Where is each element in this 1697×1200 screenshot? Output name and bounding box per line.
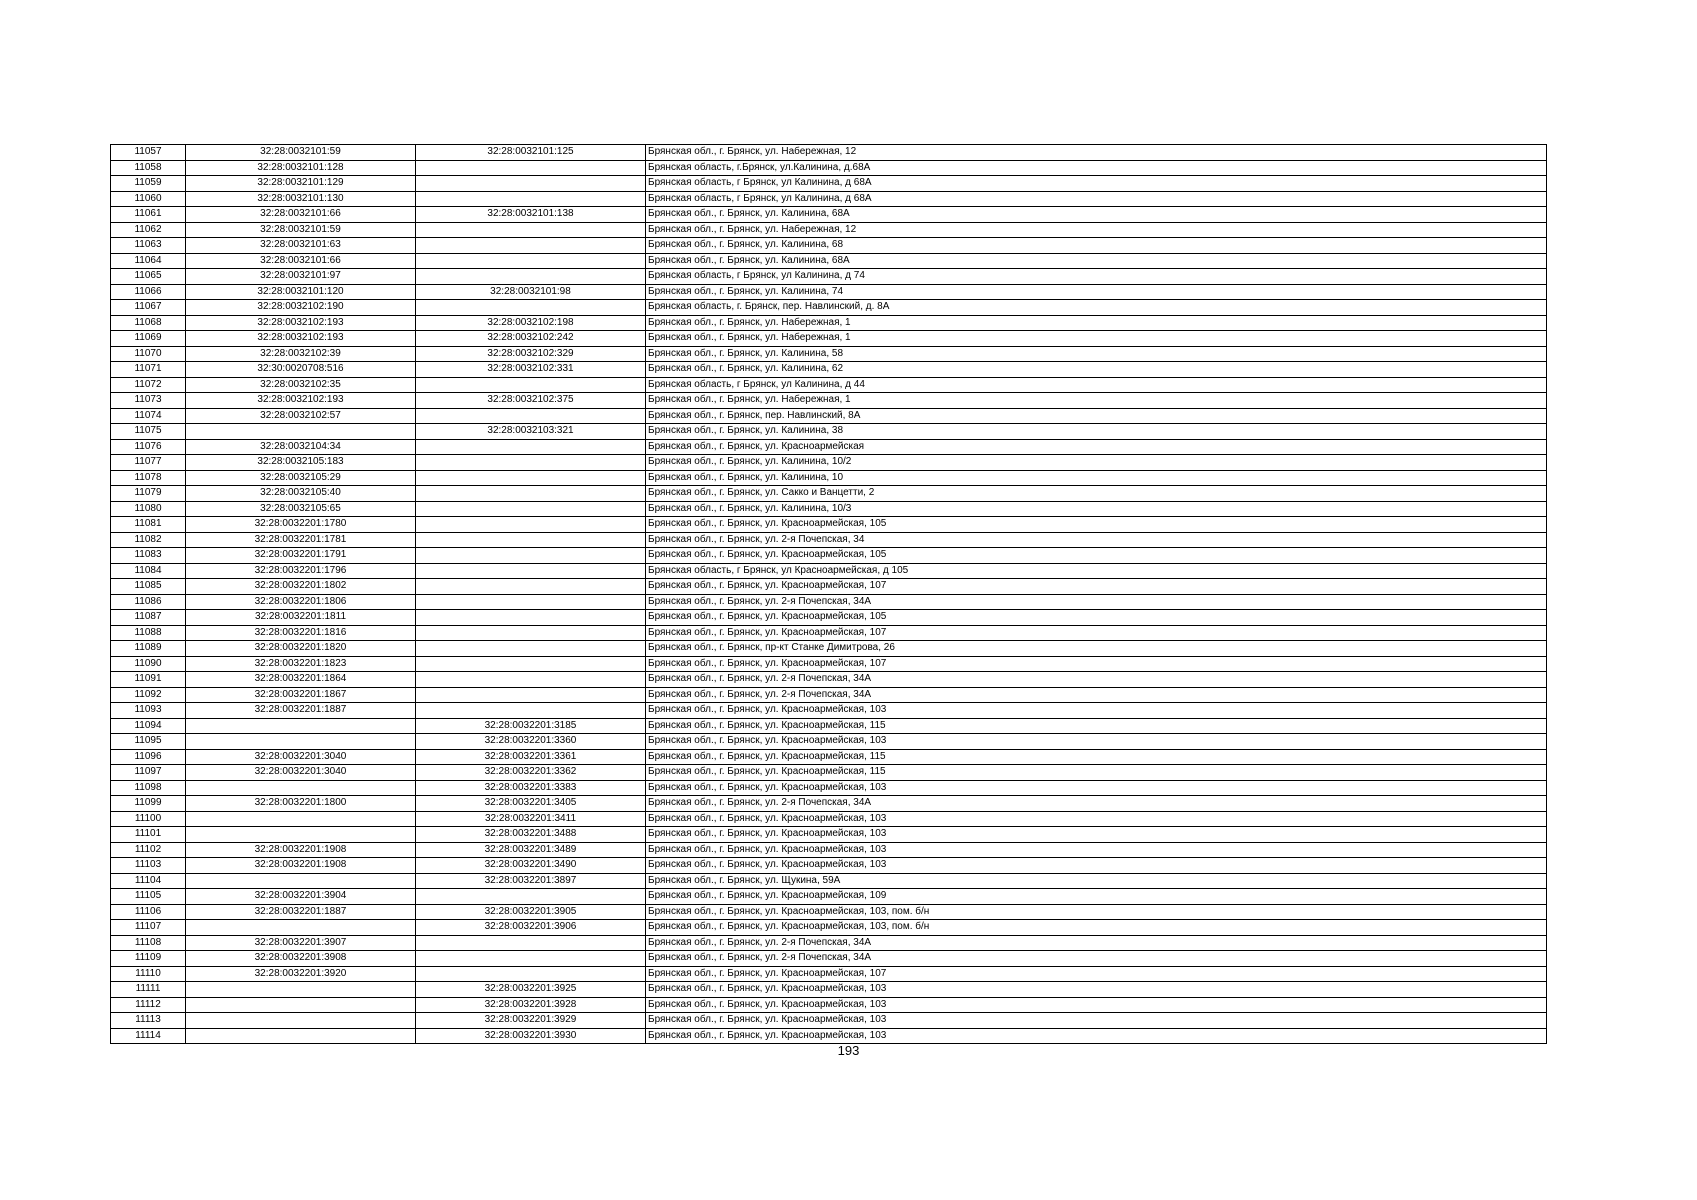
table-row — [111, 300, 1547, 316]
address-cell: Брянская обл., г. Брянск, ул. Набережная, 12 — [646, 145, 1547, 161]
object-number-cell: 32:28:0032102:198 — [416, 315, 646, 331]
object-number-cell — [416, 222, 646, 238]
cadastral-number-cell: 32:28:0032101:128 — [186, 160, 416, 176]
cadastral-number-cell: 32:28:0032101:130 — [186, 191, 416, 207]
table-row — [111, 625, 1547, 641]
cadastral-number-cell: 32:28:0032201:3920 — [186, 966, 416, 982]
address-cell: Брянская обл., г. Брянск, ул. 2-я Почепская, 34А — [646, 687, 1547, 703]
cadastral-number-cell: 32:28:0032201:1816 — [186, 625, 416, 641]
address-cell: Брянская обл., г. Брянск, ул. 2-я Почепская, 34А — [646, 935, 1547, 951]
address-cell: Брянская обл., г. Брянск, ул. Калинина, 68А — [646, 253, 1547, 269]
table-row — [111, 160, 1547, 176]
row-number-cell: 11113 — [111, 1013, 186, 1029]
cadastral-number-cell: 32:28:0032201:1806 — [186, 594, 416, 610]
row-number-cell: 11099 — [111, 796, 186, 812]
table-row — [111, 749, 1547, 765]
object-number-cell — [416, 656, 646, 672]
address-cell: Брянская область, г Брянск, ул Калинина, д 68А — [646, 176, 1547, 192]
object-number-cell — [416, 703, 646, 719]
table-row — [111, 687, 1547, 703]
row-number-cell: 11084 — [111, 563, 186, 579]
address-cell: Брянская обл., г. Брянск, ул. Набережная, 12 — [646, 222, 1547, 238]
address-cell: Брянская обл., г. Брянск, ул. Красноармейская, 103 — [646, 734, 1547, 750]
address-cell: Брянская обл., г. Брянск, ул. Красноармейская — [646, 439, 1547, 455]
object-number-cell — [416, 470, 646, 486]
cadastral-number-cell — [186, 827, 416, 843]
address-cell: Брянская обл., г. Брянск, ул. Калинина, 58 — [646, 346, 1547, 362]
cadastral-number-cell: 32:28:0032201:1780 — [186, 517, 416, 533]
row-number-cell: 11077 — [111, 455, 186, 471]
table-row — [111, 796, 1547, 812]
object-number-cell: 32:28:0032201:3405 — [416, 796, 646, 812]
address-cell: Брянская обл., г. Брянск, ул. Красноармейская, 103 — [646, 703, 1547, 719]
cadastral-number-cell — [186, 997, 416, 1013]
cadastral-number-cell — [186, 982, 416, 998]
address-cell: Брянская обл., г. Брянск, ул. Набережная, 1 — [646, 315, 1547, 331]
row-number-cell: 11090 — [111, 656, 186, 672]
table-row — [111, 284, 1547, 300]
cadastral-number-cell: 32:30:0020708:516 — [186, 362, 416, 378]
object-number-cell — [416, 377, 646, 393]
object-number-cell — [416, 486, 646, 502]
address-cell: Брянская обл., г. Брянск, ул. Набережная, 1 — [646, 393, 1547, 409]
cadastral-number-cell: 32:28:0032201:3040 — [186, 749, 416, 765]
object-number-cell — [416, 253, 646, 269]
address-cell: Брянская область, г.Брянск, ул.Калинина, д.68А — [646, 160, 1547, 176]
address-cell: Брянская обл., г. Брянск, пр-кт Станке Димитрова, 26 — [646, 641, 1547, 657]
table-row — [111, 532, 1547, 548]
table-row — [111, 253, 1547, 269]
address-cell: Брянская обл., г. Брянск, ул. Красноармейская, 115 — [646, 749, 1547, 765]
object-number-cell: 32:28:0032201:3897 — [416, 873, 646, 889]
object-number-cell — [416, 176, 646, 192]
table-row — [111, 486, 1547, 502]
object-number-cell — [416, 160, 646, 176]
address-cell: Брянская обл., г. Брянск, ул. Красноармейская, 103 — [646, 780, 1547, 796]
table-row — [111, 377, 1547, 393]
object-number-cell — [416, 579, 646, 595]
object-number-cell: 32:28:0032102:242 — [416, 331, 646, 347]
row-number-cell: 11082 — [111, 532, 186, 548]
address-cell: Брянская обл., г. Брянск, ул. Калинина, 74 — [646, 284, 1547, 300]
address-cell: Брянская обл., г. Брянск, ул. Красноармейская, 105 — [646, 610, 1547, 626]
row-number-cell: 11075 — [111, 424, 186, 440]
table-row — [111, 920, 1547, 936]
cadastral-number-cell: 32:28:0032201:1800 — [186, 796, 416, 812]
address-cell: Брянская обл., г. Брянск, ул. Красноармейская, 105 — [646, 517, 1547, 533]
cadastral-number-cell: 32:28:0032201:1823 — [186, 656, 416, 672]
object-number-cell: 32:28:0032201:3488 — [416, 827, 646, 843]
table-row — [111, 408, 1547, 424]
row-number-cell: 11087 — [111, 610, 186, 626]
cadastral-number-cell: 32:28:0032102:35 — [186, 377, 416, 393]
row-number-cell: 11070 — [111, 346, 186, 362]
row-number-cell: 11111 — [111, 982, 186, 998]
row-number-cell: 11098 — [111, 780, 186, 796]
row-number-cell: 11072 — [111, 377, 186, 393]
cadastral-number-cell: 32:28:0032104:34 — [186, 439, 416, 455]
cadastral-number-cell: 32:28:0032101:59 — [186, 222, 416, 238]
table-row — [111, 966, 1547, 982]
cadastral-number-cell: 32:28:0032201:1781 — [186, 532, 416, 548]
object-number-cell — [416, 269, 646, 285]
address-cell: Брянская область, г Брянск, ул Калинина, д 74 — [646, 269, 1547, 285]
table-row — [111, 517, 1547, 533]
address-cell: Брянская область, г Брянск, ул Калинина, д 44 — [646, 377, 1547, 393]
cadastral-number-cell: 32:28:0032105:183 — [186, 455, 416, 471]
cadastral-number-cell: 32:28:0032102:193 — [186, 393, 416, 409]
cadastral-number-cell — [186, 424, 416, 440]
address-cell: Брянская обл., г. Брянск, ул. Калинина, 62 — [646, 362, 1547, 378]
row-number-cell: 11060 — [111, 191, 186, 207]
table-row — [111, 951, 1547, 967]
table-row — [111, 656, 1547, 672]
address-cell: Брянская обл., г. Брянск, ул. Калинина, 10 — [646, 470, 1547, 486]
object-number-cell — [416, 191, 646, 207]
table-row — [111, 393, 1547, 409]
cadastral-number-cell: 32:28:0032102:190 — [186, 300, 416, 316]
cadastral-number-cell: 32:28:0032201:1796 — [186, 563, 416, 579]
address-cell: Брянская обл., г. Брянск, ул. Калинина, 10/3 — [646, 501, 1547, 517]
cadastral-number-cell: 32:28:0032201:3040 — [186, 765, 416, 781]
table-row — [111, 191, 1547, 207]
table-row — [111, 842, 1547, 858]
table-row — [111, 889, 1547, 905]
address-cell: Брянская обл., г. Брянск, ул. Красноармейская, 115 — [646, 718, 1547, 734]
row-number-cell: 11079 — [111, 486, 186, 502]
object-number-cell — [416, 563, 646, 579]
object-number-cell: 32:28:0032102:329 — [416, 346, 646, 362]
cadastral-number-cell: 32:28:0032201:1908 — [186, 858, 416, 874]
cadastral-number-cell: 32:28:0032101:120 — [186, 284, 416, 300]
object-number-cell: 32:28:0032201:3362 — [416, 765, 646, 781]
row-number-cell: 11066 — [111, 284, 186, 300]
address-cell: Брянская обл., г. Брянск, ул. Калинина, 68 — [646, 238, 1547, 254]
table-row — [111, 579, 1547, 595]
object-number-cell — [416, 517, 646, 533]
address-cell: Брянская область, г Брянск, ул Красноармейская, д 105 — [646, 563, 1547, 579]
row-number-cell: 11110 — [111, 966, 186, 982]
object-number-cell — [416, 625, 646, 641]
object-number-cell — [416, 439, 646, 455]
cadastral-number-cell: 32:28:0032201:1791 — [186, 548, 416, 564]
table-row — [111, 718, 1547, 734]
cadastral-number-cell: 32:28:0032102:57 — [186, 408, 416, 424]
register-table — [110, 144, 1547, 1044]
object-number-cell: 32:28:0032101:138 — [416, 207, 646, 223]
object-number-cell: 32:28:0032201:3185 — [416, 718, 646, 734]
table-row — [111, 269, 1547, 285]
cadastral-number-cell: 32:28:0032201:1802 — [186, 579, 416, 595]
row-number-cell: 11067 — [111, 300, 186, 316]
address-cell: Брянская обл., г. Брянск, ул. Красноармейская, 103 — [646, 811, 1547, 827]
table-row — [111, 610, 1547, 626]
table-row — [111, 780, 1547, 796]
table-row — [111, 346, 1547, 362]
address-cell: Брянская обл., г. Брянск, ул. Красноармейская, 103 — [646, 858, 1547, 874]
cadastral-number-cell: 32:28:0032201:1864 — [186, 672, 416, 688]
object-number-cell: 32:28:0032201:3929 — [416, 1013, 646, 1029]
address-cell: Брянская обл., г. Брянск, ул. Калинина, 10/2 — [646, 455, 1547, 471]
cadastral-number-cell: 32:28:0032201:1887 — [186, 703, 416, 719]
object-number-cell — [416, 594, 646, 610]
object-number-cell — [416, 532, 646, 548]
object-number-cell: 32:28:0032201:3383 — [416, 780, 646, 796]
cadastral-number-cell: 32:28:0032201:1867 — [186, 687, 416, 703]
object-number-cell: 32:28:0032201:3925 — [416, 982, 646, 998]
row-number-cell: 11101 — [111, 827, 186, 843]
cadastral-number-cell: 32:28:0032201:3907 — [186, 935, 416, 951]
address-cell: Брянская обл., г. Брянск, ул. Красноармейская, 107 — [646, 625, 1547, 641]
row-number-cell: 11089 — [111, 641, 186, 657]
address-cell: Брянская обл., г. Брянск, ул. 2-я Почепская, 34 — [646, 532, 1547, 548]
cadastral-number-cell — [186, 1028, 416, 1044]
row-number-cell: 11063 — [111, 238, 186, 254]
object-number-cell: 32:28:0032101:98 — [416, 284, 646, 300]
object-number-cell — [416, 672, 646, 688]
row-number-cell: 11114 — [111, 1028, 186, 1044]
table-row — [111, 222, 1547, 238]
cadastral-number-cell: 32:28:0032102:39 — [186, 346, 416, 362]
address-cell: Брянская обл., г. Брянск, ул. Щукина, 59А — [646, 873, 1547, 889]
cadastral-number-cell: 32:28:0032102:193 — [186, 331, 416, 347]
address-cell: Брянская обл., г. Брянск, ул. Сакко и Ванцетти, 2 — [646, 486, 1547, 502]
row-number-cell: 11071 — [111, 362, 186, 378]
object-number-cell: 32:28:0032201:3360 — [416, 734, 646, 750]
row-number-cell: 11092 — [111, 687, 186, 703]
page-number: 193 — [837, 1043, 860, 1058]
row-number-cell: 11106 — [111, 904, 186, 920]
table-row — [111, 207, 1547, 223]
cadastral-number-cell — [186, 920, 416, 936]
row-number-cell: 11102 — [111, 842, 186, 858]
table-row — [111, 935, 1547, 951]
table-row — [111, 238, 1547, 254]
row-number-cell: 11081 — [111, 517, 186, 533]
row-number-cell: 11059 — [111, 176, 186, 192]
table-row — [111, 827, 1547, 843]
object-number-cell: 32:28:0032103:321 — [416, 424, 646, 440]
table-row — [111, 145, 1547, 161]
table-row — [111, 331, 1547, 347]
object-number-cell: 32:28:0032201:3905 — [416, 904, 646, 920]
address-cell: Брянская обл., г. Брянск, ул. Красноармейская, 107 — [646, 966, 1547, 982]
address-cell: Брянская обл., г. Брянск, ул. 2-я Почепская, 34А — [646, 594, 1547, 610]
row-number-cell: 11073 — [111, 393, 186, 409]
object-number-cell — [416, 951, 646, 967]
address-cell: Брянская область, г. Брянск, пер. Навлинский, д. 8А — [646, 300, 1547, 316]
row-number-cell: 11091 — [111, 672, 186, 688]
row-number-cell: 11057 — [111, 145, 186, 161]
row-number-cell: 11080 — [111, 501, 186, 517]
row-number-cell: 11097 — [111, 765, 186, 781]
table-row — [111, 811, 1547, 827]
table-row — [111, 501, 1547, 517]
object-number-cell — [416, 641, 646, 657]
table-row — [111, 176, 1547, 192]
row-number-cell: 11108 — [111, 935, 186, 951]
object-number-cell: 32:28:0032201:3930 — [416, 1028, 646, 1044]
row-number-cell: 11094 — [111, 718, 186, 734]
object-number-cell: 32:28:0032201:3928 — [416, 997, 646, 1013]
register-table-body — [111, 145, 1547, 1044]
object-number-cell: 32:28:0032102:331 — [416, 362, 646, 378]
cadastral-number-cell: 32:28:0032201:3908 — [186, 951, 416, 967]
object-number-cell — [416, 501, 646, 517]
row-number-cell: 11109 — [111, 951, 186, 967]
table-row — [111, 470, 1547, 486]
cadastral-number-cell: 32:28:0032105:65 — [186, 501, 416, 517]
table-row — [111, 904, 1547, 920]
cadastral-number-cell: 32:28:0032101:63 — [186, 238, 416, 254]
table-row — [111, 315, 1547, 331]
row-number-cell: 11078 — [111, 470, 186, 486]
row-number-cell: 11074 — [111, 408, 186, 424]
table-row — [111, 362, 1547, 378]
object-number-cell: 32:28:0032101:125 — [416, 145, 646, 161]
table-row — [111, 641, 1547, 657]
row-number-cell: 11062 — [111, 222, 186, 238]
cadastral-number-cell: 32:28:0032105:29 — [186, 470, 416, 486]
row-number-cell: 11061 — [111, 207, 186, 223]
cadastral-number-cell: 32:28:0032201:1820 — [186, 641, 416, 657]
cadastral-number-cell: 32:28:0032101:97 — [186, 269, 416, 285]
object-number-cell — [416, 455, 646, 471]
cadastral-number-cell — [186, 734, 416, 750]
row-number-cell: 11103 — [111, 858, 186, 874]
table-row — [111, 672, 1547, 688]
cadastral-number-cell — [186, 873, 416, 889]
row-number-cell: 11076 — [111, 439, 186, 455]
row-number-cell: 11085 — [111, 579, 186, 595]
object-number-cell: 32:28:0032201:3411 — [416, 811, 646, 827]
cadastral-number-cell: 32:28:0032101:66 — [186, 207, 416, 223]
object-number-cell — [416, 966, 646, 982]
object-number-cell — [416, 935, 646, 951]
cadastral-number-cell: 32:28:0032101:59 — [186, 145, 416, 161]
row-number-cell: 11064 — [111, 253, 186, 269]
row-number-cell: 11105 — [111, 889, 186, 905]
table-row — [111, 563, 1547, 579]
row-number-cell: 11095 — [111, 734, 186, 750]
address-cell: Брянская обл., г. Брянск, ул. 2-я Почепская, 34А — [646, 951, 1547, 967]
row-number-cell: 11107 — [111, 920, 186, 936]
address-cell: Брянская обл., г. Брянск, ул. Красноармейская, 103 — [646, 1013, 1547, 1029]
row-number-cell: 11100 — [111, 811, 186, 827]
cadastral-number-cell: 32:28:0032101:66 — [186, 253, 416, 269]
table-row — [111, 439, 1547, 455]
cadastral-number-cell: 32:28:0032201:1811 — [186, 610, 416, 626]
table-row — [111, 548, 1547, 564]
cadastral-number-cell: 32:28:0032101:129 — [186, 176, 416, 192]
row-number-cell: 11058 — [111, 160, 186, 176]
address-cell: Брянская обл., г. Брянск, ул. Красноармейская, 103 — [646, 842, 1547, 858]
address-cell: Брянская обл., г. Брянск, ул. Набережная, 1 — [646, 331, 1547, 347]
table-row — [111, 703, 1547, 719]
row-number-cell: 11069 — [111, 331, 186, 347]
object-number-cell — [416, 238, 646, 254]
cadastral-number-cell: 32:28:0032201:1887 — [186, 904, 416, 920]
address-cell: Брянская обл., г. Брянск, ул. Красноармейская, 107 — [646, 579, 1547, 595]
table-row — [111, 1028, 1547, 1044]
address-cell: Брянская обл., г. Брянск, ул. Калинина, 68А — [646, 207, 1547, 223]
table-row — [111, 424, 1547, 440]
cadastral-number-cell: 32:28:0032102:193 — [186, 315, 416, 331]
address-cell: Брянская обл., г. Брянск, ул. Калинина, 38 — [646, 424, 1547, 440]
address-cell: Брянская обл., г. Брянск, ул. Красноармейская, 105 — [646, 548, 1547, 564]
address-cell: Брянская обл., г. Брянск, ул. Красноармейская, 115 — [646, 765, 1547, 781]
object-number-cell — [416, 889, 646, 905]
table-row — [111, 858, 1547, 874]
cadastral-number-cell — [186, 1013, 416, 1029]
row-number-cell: 11093 — [111, 703, 186, 719]
row-number-cell: 11068 — [111, 315, 186, 331]
table-row — [111, 594, 1547, 610]
object-number-cell: 32:28:0032201:3490 — [416, 858, 646, 874]
address-cell: Брянская обл., г. Брянск, ул. Красноармейская, 103 — [646, 827, 1547, 843]
table-row — [111, 455, 1547, 471]
address-cell: Брянская обл., г. Брянск, ул. Красноармейская, 103 — [646, 997, 1547, 1013]
object-number-cell — [416, 610, 646, 626]
row-number-cell: 11096 — [111, 749, 186, 765]
table-row — [111, 765, 1547, 781]
cadastral-number-cell — [186, 811, 416, 827]
object-number-cell — [416, 548, 646, 564]
address-cell: Брянская обл., г. Брянск, ул. Красноармейская, 103 — [646, 1028, 1547, 1044]
cadastral-number-cell — [186, 780, 416, 796]
address-cell: Брянская область, г Брянск, ул Калинина, д 68А — [646, 191, 1547, 207]
table-row — [111, 1013, 1547, 1029]
object-number-cell: 32:28:0032201:3906 — [416, 920, 646, 936]
address-cell: Брянская обл., г. Брянск, пер. Навлинский, 8А — [646, 408, 1547, 424]
address-cell: Брянская обл., г. Брянск, ул. Красноармейская, 103, пом. б/н — [646, 920, 1547, 936]
row-number-cell: 11065 — [111, 269, 186, 285]
object-number-cell — [416, 687, 646, 703]
row-number-cell: 11112 — [111, 997, 186, 1013]
address-cell: Брянская обл., г. Брянск, ул. Красноармейская, 103 — [646, 982, 1547, 998]
address-cell: Брянская обл., г. Брянск, ул. Красноармейская, 103, пом. б/н — [646, 904, 1547, 920]
address-cell: Брянская обл., г. Брянск, ул. 2-я Почепская, 34А — [646, 796, 1547, 812]
cadastral-number-cell: 32:28:0032201:1908 — [186, 842, 416, 858]
object-number-cell — [416, 300, 646, 316]
object-number-cell: 32:28:0032201:3361 — [416, 749, 646, 765]
table-row — [111, 734, 1547, 750]
address-cell: Брянская обл., г. Брянск, ул. Красноармейская, 109 — [646, 889, 1547, 905]
cadastral-number-cell: 32:28:0032201:3904 — [186, 889, 416, 905]
cadastral-number-cell — [186, 718, 416, 734]
row-number-cell: 11104 — [111, 873, 186, 889]
table-row — [111, 873, 1547, 889]
address-cell: Брянская обл., г. Брянск, ул. Красноармейская, 107 — [646, 656, 1547, 672]
cadastral-number-cell: 32:28:0032105:40 — [186, 486, 416, 502]
object-number-cell — [416, 408, 646, 424]
row-number-cell: 11088 — [111, 625, 186, 641]
address-cell: Брянская обл., г. Брянск, ул. 2-я Почепская, 34А — [646, 672, 1547, 688]
table-row — [111, 982, 1547, 998]
object-number-cell: 32:28:0032201:3489 — [416, 842, 646, 858]
row-number-cell: 11083 — [111, 548, 186, 564]
row-number-cell: 11086 — [111, 594, 186, 610]
table-row — [111, 997, 1547, 1013]
object-number-cell: 32:28:0032102:375 — [416, 393, 646, 409]
